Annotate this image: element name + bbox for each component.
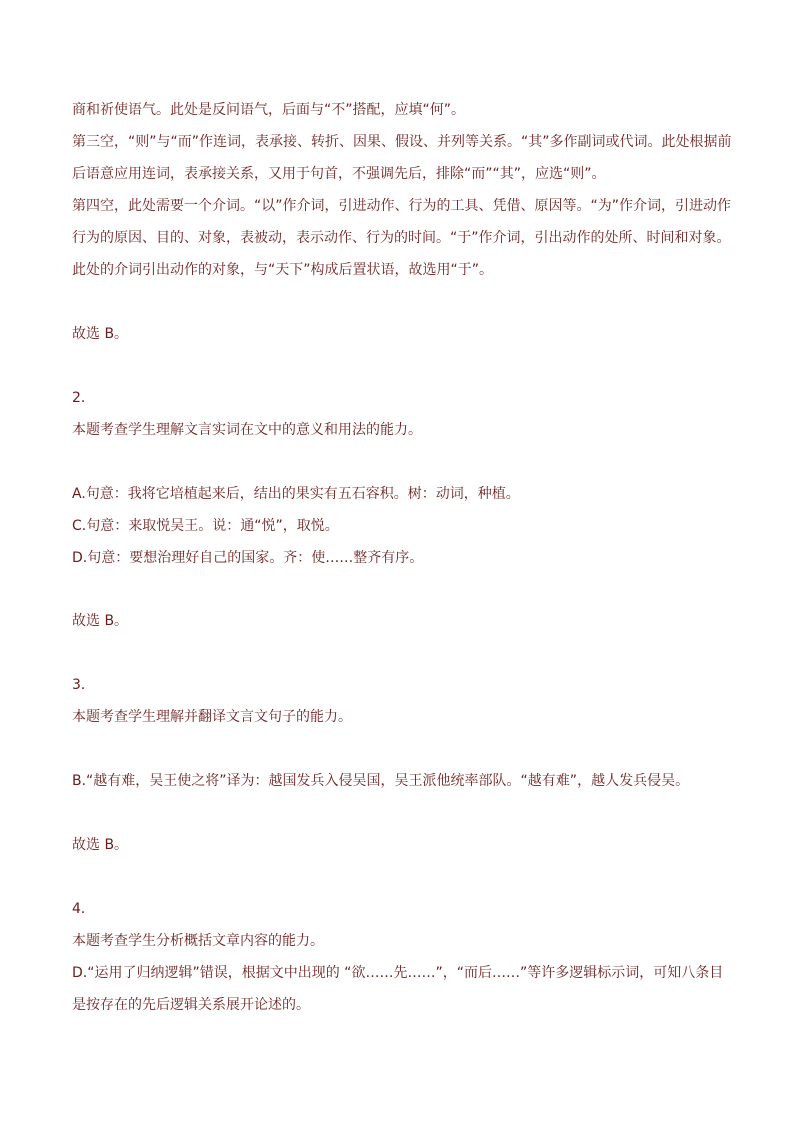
option-line: D.“运用了归纳逻辑”错误，根据文中出现的 “欲……先……”，“而后……”等许多逻辑标示词，可知八条目 [72,965,724,981]
paragraph-line: 本题考查学生理解并翻译文言文句子的能力。 [72,709,352,725]
answer-line: 故选 B。 [72,613,129,629]
paragraph-line: 第四空，此处需要一个介词。“以”作介词，引进动作、行为的工具、凭借、原因等。“为”作介词，引进动作 [72,198,732,214]
question-number: 3． [72,677,95,693]
option-line: D.句意：要想治理好自己的国家。齐：使……整齐有序。 [72,550,424,566]
answer-line: 故选 B。 [72,837,129,853]
paragraph-line: 后语意应用连词，表承接关系，又用于句首，不强调先后，排除“而”“其”，应选“则”。 [72,166,606,182]
option-line: C.句意：来取悦吴王。说：通“悦”，取悦。 [72,518,339,534]
paragraph-line: 商和祈使语气。此处是反问语气，后面与“不”搭配，应填“何”。 [72,102,466,118]
paragraph-line: 本题考查学生分析概括文章内容的能力。 [72,933,324,949]
document-page [72,0,732,1123]
answer-line: 故选 B。 [72,326,129,342]
question-number: 2． [72,390,95,406]
paragraph-line: 此处的介词引出动作的对象，与“天下”构成后置状语，故选用“于”。 [72,262,494,278]
option-line: B.“越有难，吴王使之将”译为：越国发兵入侵吴国，吴王派他统率部队。“越有难”，越人发兵侵吴。 [72,773,690,789]
paragraph-line: 本题考查学生理解文言实词在文中的意义和用法的能力。 [72,422,422,438]
paragraph-line: 是按存在的先后逻辑关系展开论述的。 [72,997,310,1013]
option-line: A.句意：我将它培植起来后，结出的果实有五石容积。树：动词，种植。 [72,486,520,502]
question-number: 4． [72,901,95,917]
paragraph-line: 行为的原因、目的、对象，表被动，表示动作、行为的时间。“于”作介词，引出动作的处所、时间和对象。 [72,230,731,246]
paragraph-line: 第三空，“则”与“而”作连词，表承接、转折、因果、假设、并列等关系。“其”多作副词或代词。此处根据前 [72,134,732,150]
